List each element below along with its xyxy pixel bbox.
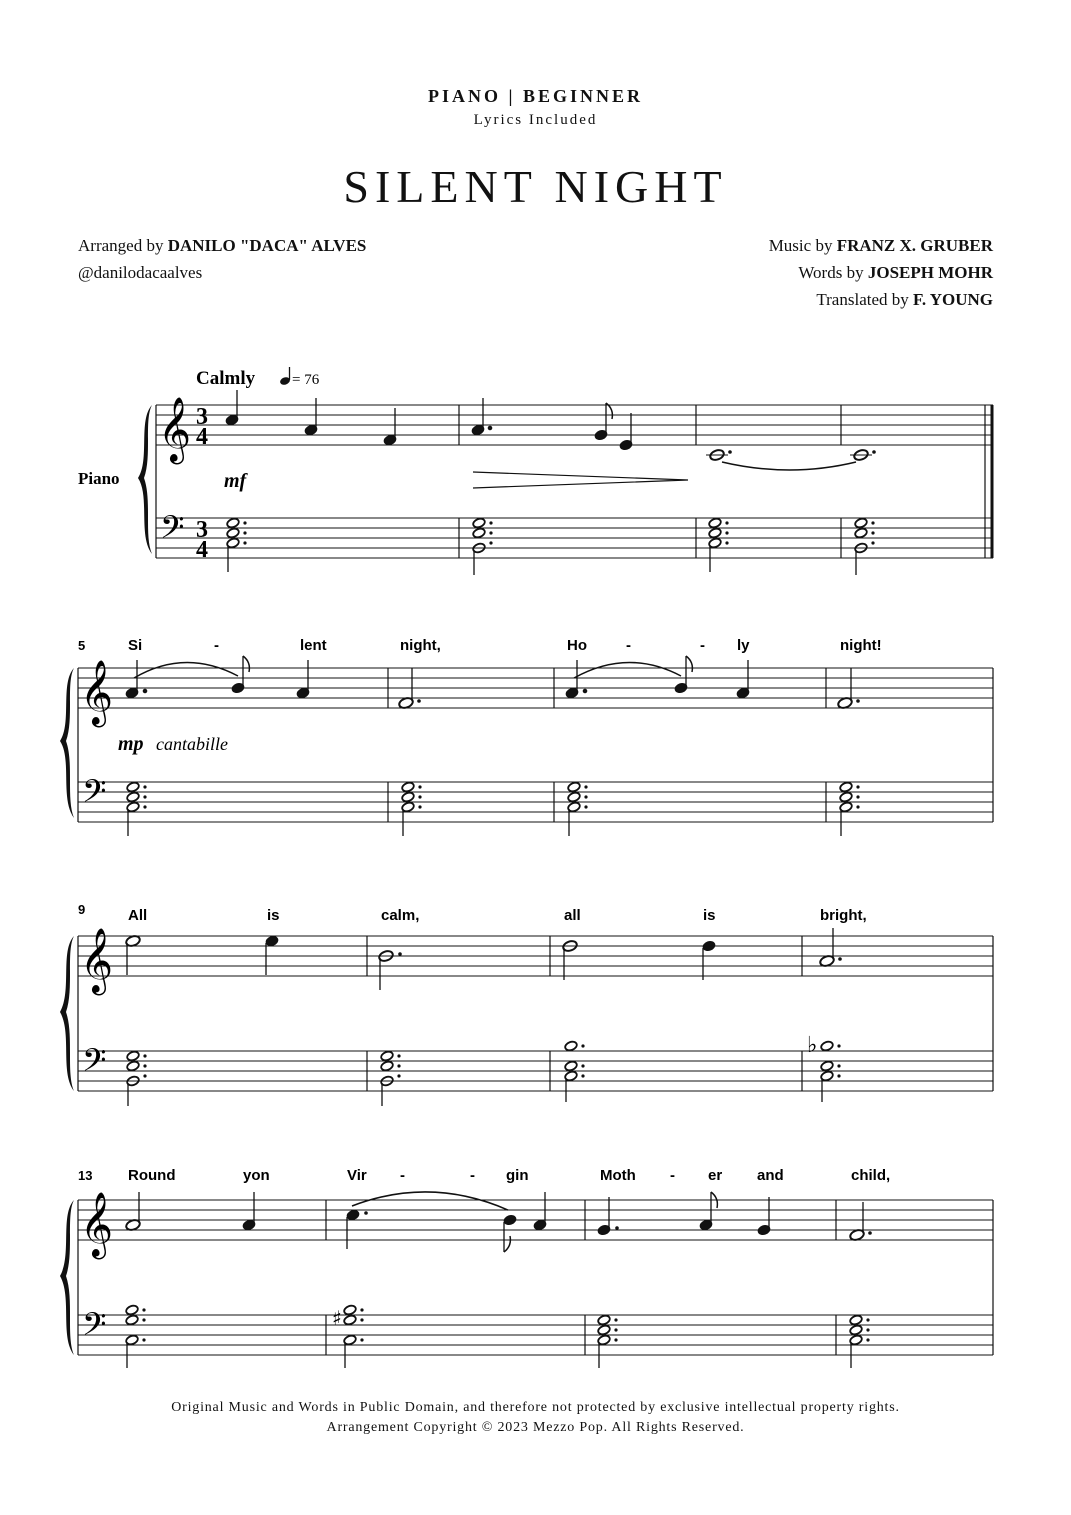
translated-prefix: Translated by [816,290,909,309]
bass-staff-2 [78,782,993,822]
system-4 [60,1167,993,1368]
dynamic-mp: mp [118,733,144,755]
lyric-syllable: All [128,907,148,924]
lyric-syllable: - [670,1167,675,1184]
measure-number-5: 5 [78,638,86,653]
lyricist-name: JOSEPH MOHR [867,263,993,282]
lyrics-line-2 [128,907,867,924]
bass-clef-icon: 𝄢 [160,509,185,553]
treble-clef-icon: 𝄞 [158,397,192,462]
treble-staff-1 [156,405,993,445]
lyric-syllable: - [470,1167,475,1184]
lyric-syllable: all [564,907,581,924]
treble-notes-1 [225,390,633,451]
bass-staff-3 [78,1051,993,1091]
svg-text:3: 3 [196,404,208,430]
bass-chords-2 [126,781,860,836]
lyric-syllable: lent [300,637,327,654]
lyrics-line-3 [128,1167,890,1184]
lyric-syllable: Ho [567,637,587,654]
lyric-syllable: er [708,1167,723,1184]
lyric-syllable: Moth [600,1167,636,1184]
svg-text:3: 3 [196,517,208,543]
lyric-syllable: calm, [381,907,420,924]
tempo-value: = 76 [292,372,320,388]
treble-notes-3 [125,928,842,990]
treble-clef-icon: 𝄞 [80,928,114,993]
grand-staff-brace [138,405,152,554]
lyric-syllable: child, [851,1167,891,1184]
flat-accidental-icon: ♭ [807,1033,818,1058]
arranger-handle: @danilodacaalves [78,263,203,282]
system-2 [60,637,993,836]
bass-chords-4 [125,1304,870,1368]
barlines-3 [78,936,993,1091]
lyric-syllable: yon [243,1167,270,1184]
copyright-line-2: Arrangement Copyright © 2023 Mezzo Pop. All Rights Reserved. [326,1420,745,1435]
time-signature [196,404,208,563]
measure-number-9: 9 [78,902,86,917]
lyric-syllable: - [400,1167,405,1184]
lyric-syllable: and [757,1167,784,1184]
arranger-name: DANILO "DACA" ALVES [167,236,367,255]
treble-tied-notes-1 [706,448,876,470]
arranged-prefix: Arranged by [78,236,164,255]
bass-chords-1 [226,517,875,575]
bass-clef-icon: 𝄢 [82,773,107,817]
bass-clef-icon: 𝄢 [82,1042,107,1086]
decrescendo-hairpin [473,472,688,488]
treble-notes-4 [125,1192,872,1252]
words-prefix: Words by [798,263,864,282]
translator-name: F. YOUNG [913,290,993,309]
bass-chords-3 [126,1040,841,1106]
tempo-text: Calmly [196,368,256,389]
lyric-syllable: - [700,637,705,654]
system-1 [78,367,993,575]
measure-number-13: 13 [78,1168,93,1183]
lyric-syllable: - [626,637,631,654]
treble-clef-icon: 𝄞 [80,660,114,725]
instrument-label: Piano [78,469,120,488]
publication-category: PIANO | BEGINNER [428,86,643,106]
publication-subtitle: Lyrics Included [473,112,598,128]
lyric-syllable: bright, [820,907,867,924]
lyric-syllable: Si [128,637,143,654]
song-title: SILENT NIGHT [343,161,728,212]
lyrics-line-1 [128,637,882,654]
svg-text:4: 4 [196,537,208,563]
treble-clef-icon: 𝄞 [80,1192,114,1257]
lyric-syllable: - [214,637,219,654]
bass-staff-1 [156,518,993,558]
lyric-syllable: night, [400,637,441,654]
lyric-syllable: ly [737,637,750,654]
copyright-line-1: Original Music and Words in Public Domain, and therefore not protected by exclusive intellectual property rights. [171,1400,900,1415]
lyric-syllable: is [703,907,716,924]
treble-staff-3 [78,936,993,976]
treble-staff-2 [78,668,993,708]
treble-staff-4 [78,1200,993,1240]
lyric-syllable: night! [840,637,882,654]
dynamic-mf: mf [224,470,247,492]
grand-staff-brace [60,1200,74,1355]
bass-clef-icon: 𝄢 [82,1306,107,1350]
tempo-note-icon [279,367,291,386]
composer-name: FRANZ X. GRUBER [836,236,993,255]
lyric-syllable: Vir [347,1167,367,1184]
barlines-1 [156,405,992,558]
lyric-syllable: gin [506,1167,529,1184]
music-prefix: Music by [768,236,833,255]
sharp-accidental-icon: ♯ [332,1306,342,1330]
expression-cantabille: cantabille [156,734,228,754]
lyric-syllable: Round [128,1167,176,1184]
system-3 [60,902,993,1106]
grand-staff-brace [60,668,74,818]
grand-staff-brace [60,936,74,1091]
lyric-syllable: is [267,907,280,924]
svg-text:4: 4 [196,424,208,450]
